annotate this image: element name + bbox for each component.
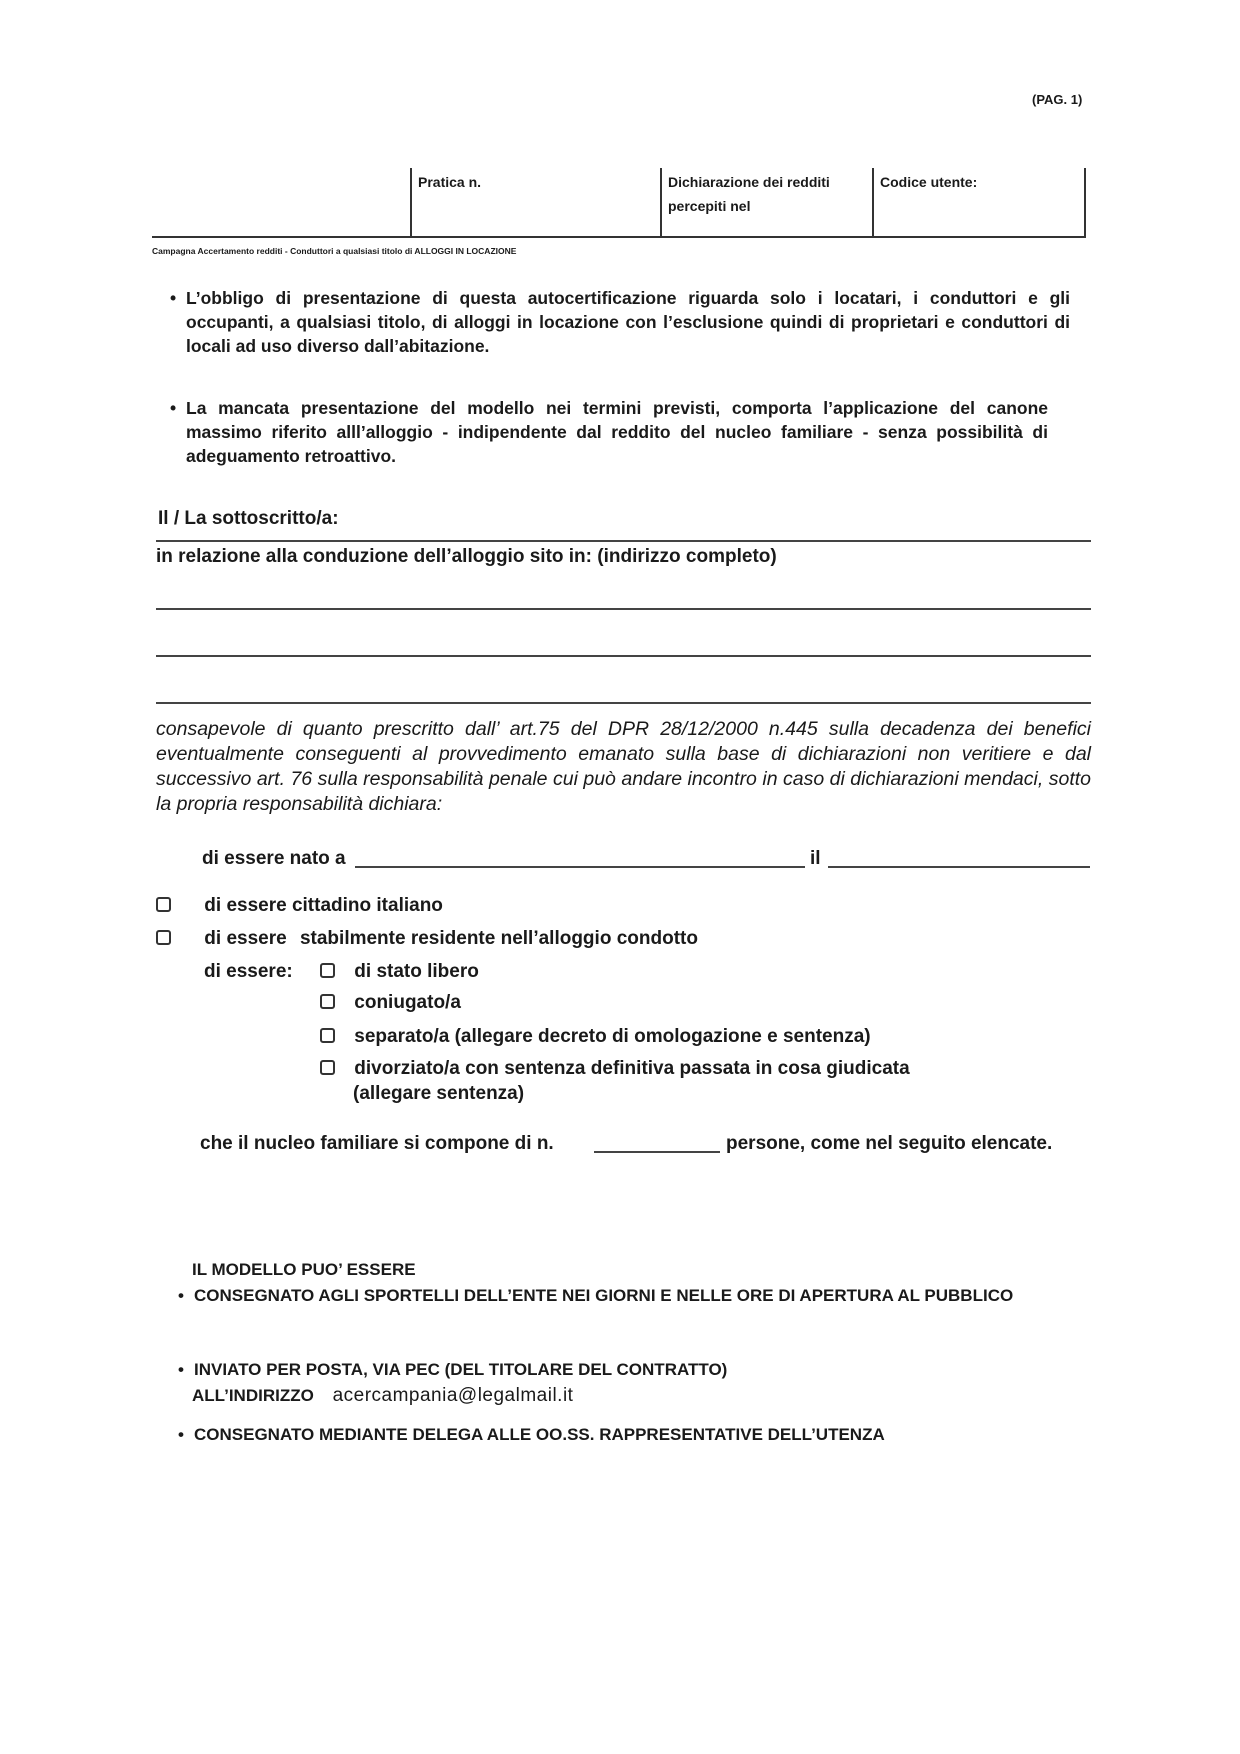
bullet-mancata-text: • La mancata presentazione del modello nei termini previsti, comporta l’applicazione del canone massimo riferito alll’alloggio - indipendente dal reddito del nucleo familiare - senza possibilità di adeguamento retroattivo. xyxy=(170,396,1048,468)
page-number: (PAG. 1) xyxy=(1032,92,1083,107)
indirizzo-line-3[interactable] xyxy=(156,702,1091,704)
divorziato-label: divorziato/a con sentenza definitiva passata in cosa giudicata xyxy=(354,1058,910,1079)
pratica-field[interactable] xyxy=(410,168,660,236)
dichiarazione-field[interactable] xyxy=(660,168,872,236)
data-nascita-line[interactable] xyxy=(828,866,1090,868)
pec-email-link[interactable]: acercampania@legalmail.it xyxy=(332,1385,574,1406)
footer-item-posta: • INVIATO PER POSTA, VIA PEC (DEL TITOLARE DEL CONTRATTO) xyxy=(178,1358,727,1382)
nato-line[interactable] xyxy=(355,866,805,868)
nucleo-count-line[interactable] xyxy=(594,1151,720,1153)
address-label: ALL’INDIRIZZO xyxy=(192,1386,314,1405)
declaration-text: consapevole di quanto prescritto dall’ art.75 del DPR 28/12/2000 n.445 sulla decadenza dei benefici eventualmente conseguenti al provvedimento emanato sulla base di dichiarazioni non veritiere e dal successivo art. 76 sulla responsabilità penale cui può andare incontro in caso di dichiarazioni mendaci, sotto la propria responsabilità dichiara: xyxy=(156,718,1091,815)
dichiarazione-label: Dichiarazione dei redditi percepiti nel xyxy=(668,174,830,214)
nucleo-prefix: che il nucleo familiare si compone di n. xyxy=(200,1133,554,1154)
stato-libero-label: di stato libero xyxy=(354,961,479,982)
stato-libero-checkbox[interactable] xyxy=(320,963,335,978)
residente-prefix: di essere xyxy=(204,928,287,949)
campaign-line: Campagna Accertamento redditi - Conduttori a qualsiasi titolo di ALLOGGI IN LOCAZIONE xyxy=(152,246,517,256)
nato-label: di essere nato a xyxy=(202,848,346,869)
codice-utente-label: Codice utente: xyxy=(880,174,978,190)
separato-checkbox[interactable] xyxy=(320,1028,335,1043)
bullet-obbligo-text: • L’obbligo di presentazione di questa autocertificazione riguarda solo i locatari, i conduttori e gli occupanti, a qualsiasi titolo, di alloggi in locazione con l’esclusione quindi di proprietari e conduttori di locali ad uso diverso dall’abitazione. xyxy=(170,286,1070,358)
separato-label: separato/a (allegare decreto di omologazione e sentenza) xyxy=(354,1026,871,1047)
il-label: il xyxy=(810,848,821,869)
alloggio-label: in relazione alla conduzione dell’alloggio sito in: (indirizzo completo) xyxy=(156,546,777,567)
divorziato-note: (allegare sentenza) xyxy=(353,1083,525,1104)
footer-item-delega: • CONSEGNATO MEDIANTE DELEGA ALLE OO.SS. RAPPRESENTATIVE DELL’UTENZA xyxy=(178,1423,885,1447)
bullet-mancata xyxy=(170,396,1048,468)
header-table xyxy=(152,168,1086,238)
indirizzo-line-1[interactable] xyxy=(156,608,1091,610)
coniugato-checkbox[interactable] xyxy=(320,994,335,1009)
pratica-label: Pratica n. xyxy=(418,174,482,190)
codice-utente-field[interactable] xyxy=(872,168,1086,236)
residente-label: stabilmente residente nell’alloggio condotto xyxy=(299,928,698,949)
cittadino-label: di essere cittadino italiano xyxy=(204,895,443,916)
bullet-obbligo xyxy=(170,286,1070,358)
footer-item-sportelli: • CONSEGNATO AGLI SPORTELLI DELL’ENTE NEI GIORNI E NELLE ORE DI APERTURA AL PUBBLICO xyxy=(178,1284,1048,1308)
sottoscritto-label: Il / La sottoscritto/a: xyxy=(158,508,339,529)
residente-checkbox[interactable] xyxy=(156,930,171,945)
indirizzo-line-2[interactable] xyxy=(156,655,1091,657)
stato-label: di essere: xyxy=(204,961,293,982)
divorziato-checkbox[interactable] xyxy=(320,1060,335,1075)
cittadino-checkbox[interactable] xyxy=(156,897,171,912)
coniugato-label: coniugato/a xyxy=(354,992,461,1013)
nucleo-suffix: persone, come nel seguito elencate. xyxy=(726,1133,1053,1154)
sottoscritto-line[interactable] xyxy=(156,540,1091,542)
footer-title: IL MODELLO PUO’ ESSERE xyxy=(192,1260,416,1279)
